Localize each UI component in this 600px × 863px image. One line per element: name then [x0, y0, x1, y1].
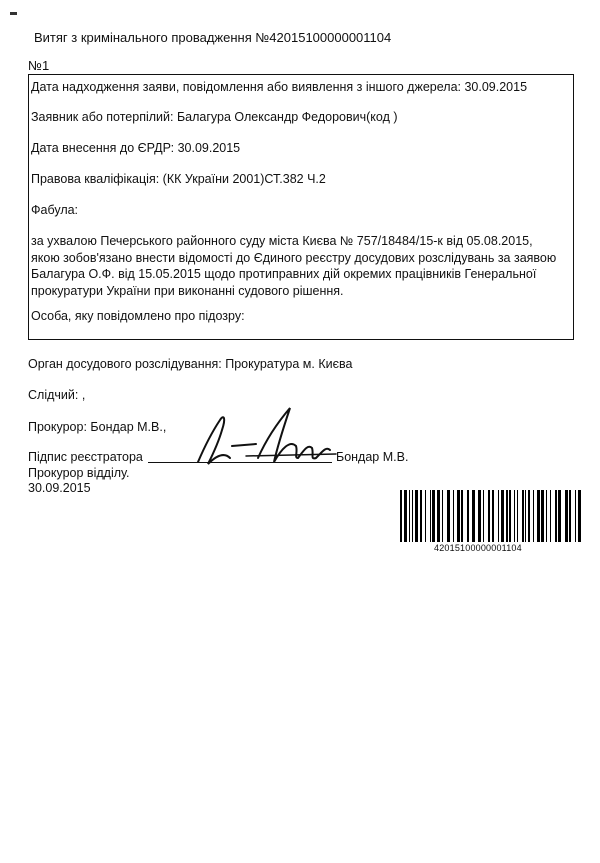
barcode-bar [517, 490, 518, 542]
barcode-bar [420, 490, 422, 542]
fabula-text: за ухвалою Печерського районного суду міста Києва № 757/18484/15-к від 05.08.2015, якою зобов'язано внести відомості до Єдиного реєстру досудових розслідувань за заявою Балагура О.Ф. від 15.05.2015 щодо протиправних дій окремих працівників Генеральної прокуратури України при виконанні судового рішення. [31, 234, 557, 298]
barcode-bar [558, 490, 561, 542]
document-date: 30.09.2015 [28, 481, 91, 495]
investigation-organ: Орган досудового розслідування: Прокуратура м. Києва [28, 357, 353, 371]
barcode-bar [409, 490, 410, 542]
barcode-bar [412, 490, 413, 542]
barcode-bar [509, 490, 511, 542]
barcode-bar [578, 490, 581, 542]
barcode-bar [575, 490, 576, 542]
barcode [400, 490, 582, 542]
barcode-bar [400, 490, 402, 542]
barcode-bar [565, 490, 568, 542]
barcode-bar [506, 490, 508, 542]
barcode-bar [555, 490, 557, 542]
barcode-bar [483, 490, 484, 542]
document-title: Витяг з кримінального провадження №42015100000001104 [34, 30, 392, 45]
suspect-line: Особа, яку повідомлено про підозру: [31, 309, 245, 323]
investigator-line: Слідчий: , [28, 388, 86, 402]
barcode-bar [442, 490, 443, 542]
barcode-bar [514, 490, 515, 542]
barcode-bar [501, 490, 504, 542]
barcode-bar [498, 490, 499, 542]
barcode-bar [488, 490, 490, 542]
barcode-bar [546, 490, 547, 542]
barcode-bar [541, 490, 544, 542]
barcode-bar [415, 490, 418, 542]
barcode-bar [430, 490, 431, 542]
fabula-label: Фабула: [31, 203, 79, 217]
barcode-bar [492, 490, 494, 542]
barcode-bar [447, 490, 450, 542]
barcode-bar [569, 490, 571, 542]
applicant-line: Заявник або потерпілий: Балагура Олександр Федорович(код ) [31, 110, 398, 124]
barcode-bar [528, 490, 530, 542]
barcode-bar [453, 490, 454, 542]
barcode-bar [522, 490, 524, 542]
barcode-bar [525, 490, 526, 542]
barcode-bar [425, 490, 426, 542]
qualification-line: Правова кваліфікація: (КК України 2001)СТ.382 Ч.2 [31, 172, 326, 186]
erdr-date-line: Дата внесення до ЄРДР: 30.09.2015 [31, 141, 241, 155]
barcode-bar [404, 490, 407, 542]
prosecutor-line: Прокурор: Бондар М.В., [28, 420, 167, 434]
barcode-bar [478, 490, 481, 542]
received-date-line: Дата надходження заяви, повідомлення або виявлення з іншого джерела: 30.09.2015 [31, 80, 528, 94]
barcode-bar [550, 490, 551, 542]
record-box [28, 74, 574, 340]
barcode-bar [472, 490, 475, 542]
barcode-bar [457, 490, 460, 542]
record-number: №1 [28, 58, 50, 73]
barcode-number: 42015100000001104 [434, 543, 522, 553]
signature-label: Підпис реєстратора [28, 450, 143, 464]
scan-mark [10, 12, 17, 15]
barcode-bar [467, 490, 469, 542]
department-line: Прокурор відділу. [28, 466, 130, 480]
signature-name: Бондар М.В. [336, 450, 409, 464]
barcode-bar [533, 490, 534, 542]
barcode-bar [432, 490, 435, 542]
handwritten-signature [186, 400, 346, 480]
barcode-bar [437, 490, 440, 542]
barcode-bar [537, 490, 540, 542]
barcode-bar [461, 490, 463, 542]
